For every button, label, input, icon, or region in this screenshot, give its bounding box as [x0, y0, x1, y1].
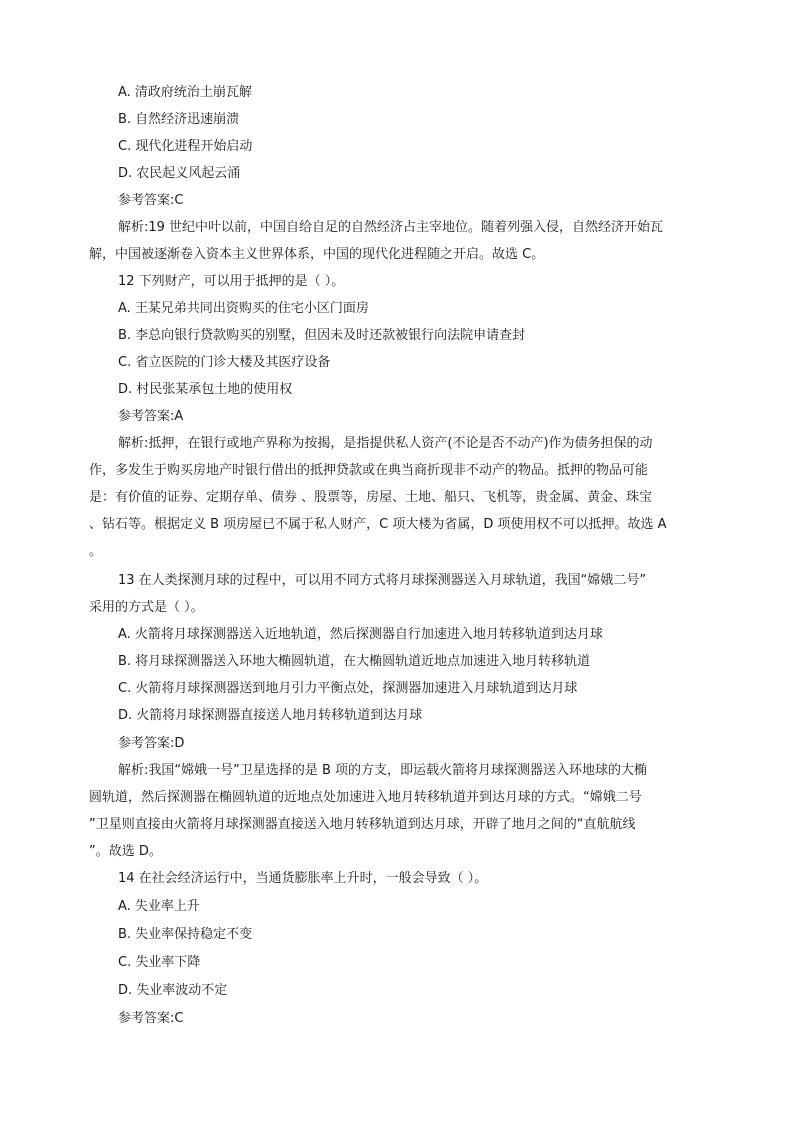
option-d: D. 村民张某承包土地的使用权: [118, 382, 293, 397]
option-a: A. 失业率上升: [118, 899, 200, 914]
analysis-line: ”。故选 D。: [89, 844, 162, 859]
answer-line: 参考答案:C: [118, 1011, 184, 1026]
analysis-line: 解析:19 世纪中叶以前，中国自给自足的自然经济占主宰地位。随着列强入侵，自然经济开始瓦: [118, 220, 664, 235]
analysis-line: 是：有价值的证券、定期存单、债券 、股票等，房屋、土地、船只、飞机等，贵金属、黄金、珠宝: [89, 490, 653, 505]
option-c: C. 省立医院的门诊大楼及其医疗设备: [118, 355, 331, 370]
option-c: C. 失业率下降: [118, 955, 201, 970]
analysis-line: 圆轨道，然后探测器在椭圆轨道的近地点处加速进入地月转移轨道并到达月球的方式。“嫦娥二号: [89, 790, 642, 805]
question-14: 14 在社会经济运行中，当通货膨胀率上升时，一般会导致（ ）。: [118, 871, 488, 886]
answer-line: 参考答案:C: [118, 193, 184, 208]
option-b: B. 李总向银行贷款购买的别墅，但因未及时还款被银行向法院申请查封: [118, 328, 526, 343]
answer-line: 参考答案:D: [118, 736, 185, 751]
option-b: B. 自然经济迅速崩溃: [118, 112, 240, 127]
analysis-line: 。: [89, 544, 103, 559]
option-d: D. 失业率波动不定: [118, 983, 228, 998]
question-13: 13 在人类探测月球的过程中，可以用不同方式将月球探测器送入月球轨道，我国“嫦娥二号”: [118, 573, 647, 588]
analysis-line: 解析:我国“嫦娥一号”卫星选择的是 B 项的方支，即运载火箭将月球探测器送入环地球的大椭: [118, 763, 648, 778]
question-13-cont: 采用的方式是（ ）。: [89, 600, 204, 615]
analysis-line: 解，中国被逐渐卷入资本主义世界体系，中国的现代化进程随之开启。故选 C。: [89, 247, 545, 262]
option-a: A. 王某兄弟共同出资购买的住宅小区门面房: [118, 301, 369, 316]
question-12: 12 下列财产，可以用于抵押的是（ ）。: [118, 274, 345, 289]
option-a: A. 清政府统治土崩瓦解: [118, 85, 252, 100]
option-a: A. 火箭将月球探测器送入近地轨道，然后探测器自行加速进入地月转移轨道到达月球: [118, 627, 603, 642]
analysis-line: ”卫星则直接由火箭将月球探测器直接送入地月转移轨道到达月球，开辟了地月之间的“直航航线: [89, 817, 636, 832]
option-c: C. 现代化进程开始启动: [118, 139, 253, 154]
analysis-line: 作，多发生于购买房地产时银行借出的抵押贷款或在典当商折现非不动产的物品。抵押的物品可能: [89, 463, 649, 478]
option-b: B. 将月球探测器送入环地大椭圆轨道，在大椭圆轨道近地点加速进入地月转移轨道: [118, 654, 591, 669]
option-b: B. 失业率保持稳定不变: [118, 927, 253, 942]
option-c: C. 火箭将月球探测器送到地月引力平衡点处，探测器加速进入月球轨道到达月球: [118, 681, 578, 696]
analysis-line: 、钻石等。根据定义 B 项房屋已不属于私人财产，C 项大楼为省属，D 项使用权不可以抵押。故选 A: [89, 517, 667, 532]
option-d: D. 火箭将月球探测器直接送人地月转移轨道到达月球: [118, 708, 423, 723]
analysis-line: 解析:抵押，在银行或地产界称为按揭，是指提供私人资产(不论是否不动产)作为债务担保的动: [118, 436, 653, 451]
option-d: D. 农民起义风起云涌: [118, 166, 241, 181]
answer-line: 参考答案:A: [118, 409, 184, 424]
